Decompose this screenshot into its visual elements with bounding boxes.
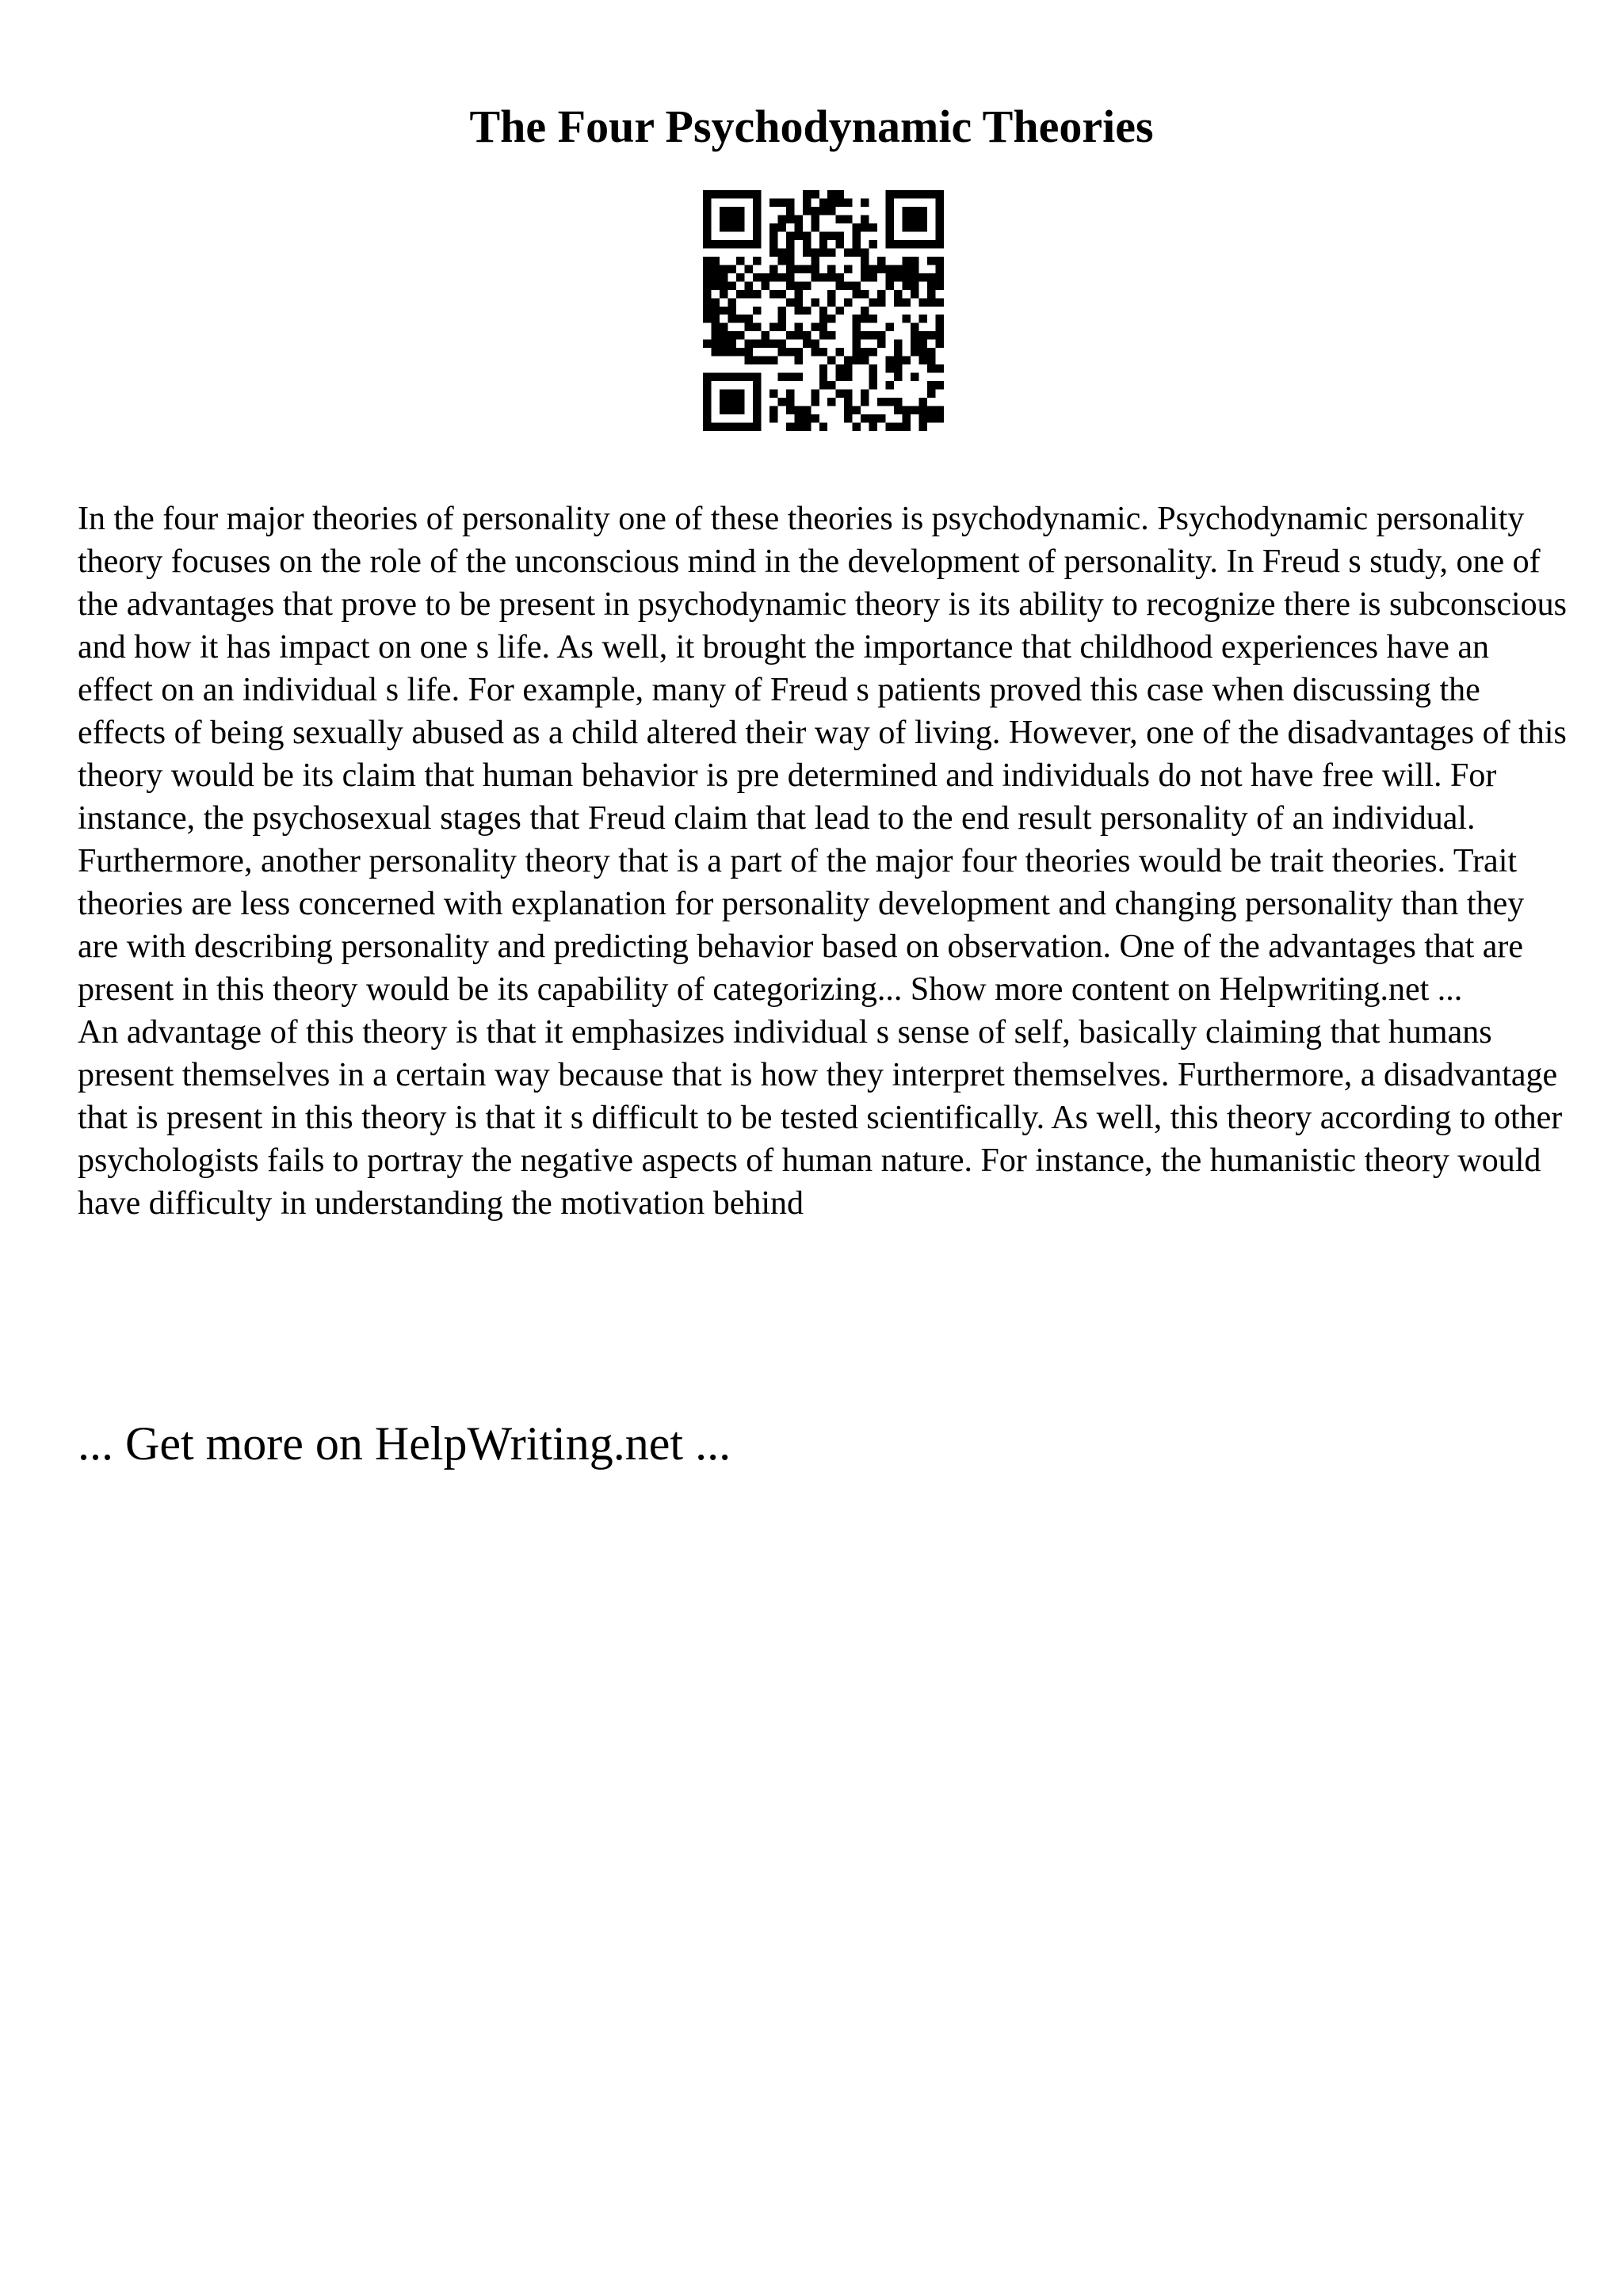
paragraph-1-text: In the four major theories of personality one of these theories is psychodynamic. Psychodynamic personality theory focuses on the role of the unconscious mind in the development of personality. In Freud s study, one of the advantages that prove to be present in psychodynamic theory is its ability to recognize there is subconscious and how it has impact on one s life. As well, it brought the importance that childhood experiences have an effect on an individual s life. For example, many of Freud s patients proved this case when discussing the effects of being sexually abused as a child altered their way of living. However, one of the disadvantages of this theory would be its claim that human behavior is pre determined and individuals do not have free will. For instance, the psychosexual stages that Freud claim that lead to the end result personality of an individual. Furthermore, another personality theory that is a part of the major four theories would be trait theories. Trait theories are less concerned with explanation for personality development and changing personality than they are with describing personality and predicting behavior based on observation. One of the advantages that are present in this theory would be its capability of categorizing... [78, 501, 1568, 1008]
paragraph-2: An advantage of this theory is that it emphasizes individual s sense of self, basically claiming that humans present themselves in a certain way because that is how they interpret themselves. Furthermore, a disadvantage that is present in this theory is that it s difficult to be tested scientifically. As well, this theory according to other psychologists fails to portray the negative aspects of human nature. For instance, the humanistic theory would have difficulty in understanding the motivation behind [78, 1014, 1563, 1222]
document-body [78, 498, 1568, 1225]
qr-code-icon [703, 190, 944, 431]
show-more-link[interactable]: Show more content on Helpwriting.net ... [910, 971, 1463, 1008]
paragraph-1 [78, 498, 1568, 1011]
document-title: The Four Psychodynamic Theories [469, 101, 1154, 152]
get-more-link[interactable]: ... Get more on HelpWriting.net ... [78, 1417, 731, 1470]
